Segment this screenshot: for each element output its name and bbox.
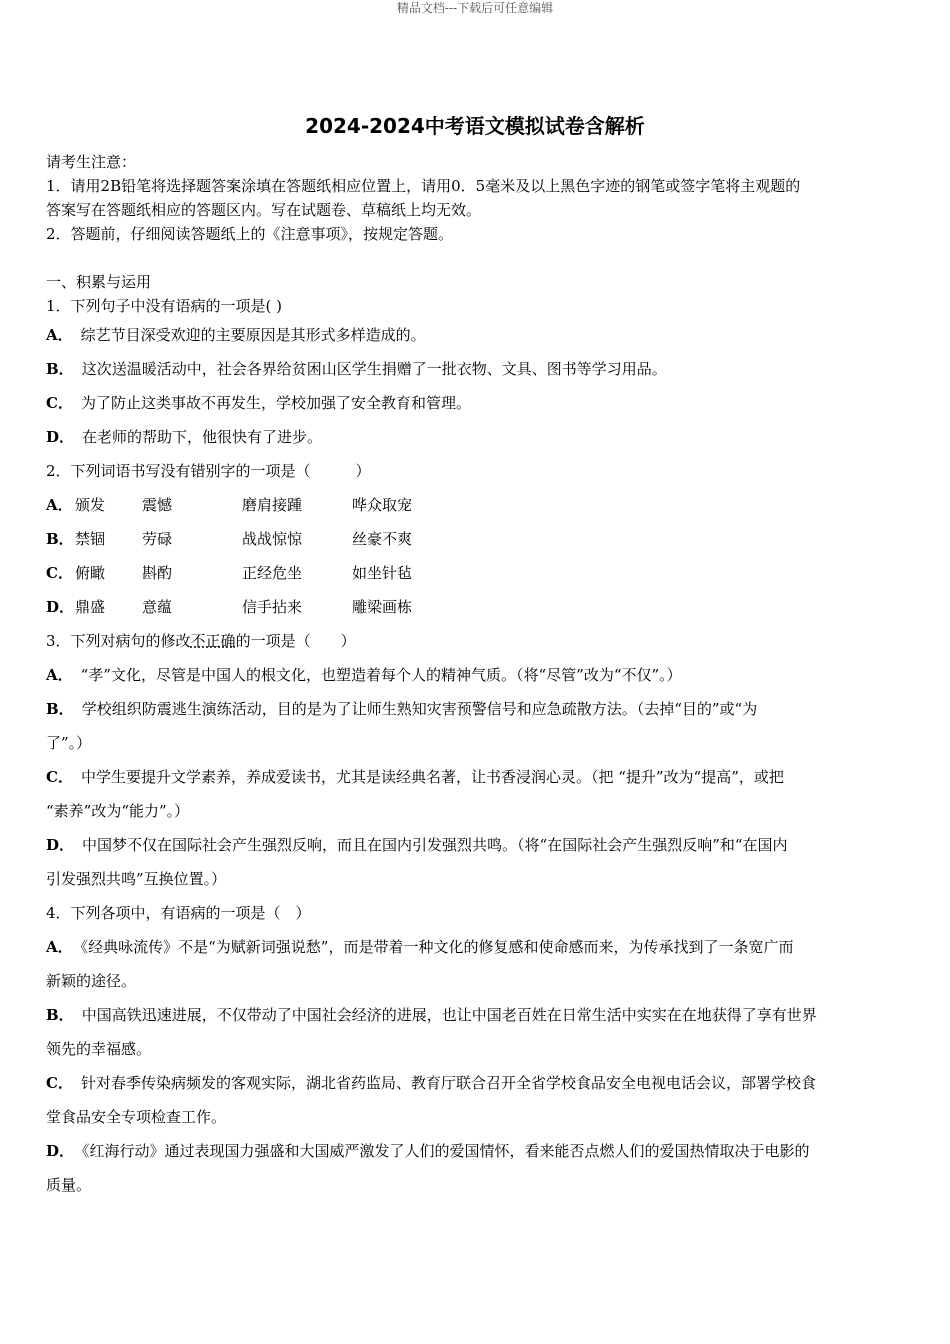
q4-option-a-cont: 新颖的途径。: [46, 972, 137, 990]
q2-option-a: A． 颁发 震憾 磨肩接踵 哗众取宠: [46, 496, 413, 514]
q3-option-b-cont: 了”。）: [46, 734, 92, 752]
question-1-stem: 1．下列句子中没有语病的一项是( ): [46, 297, 283, 315]
question-2: [46, 454, 904, 624]
q1-option-a: A． 综艺节目深受欢迎的主要原因是其形式多样造成的。: [46, 326, 426, 344]
q1-option-b: B． 这次送温暖活动中，社会各界给贫困山区学生捐赠了一批衣物、文具、图书等学习用品。: [46, 360, 667, 378]
q3-option-c: C． 中学生要提升文学素养，养成爱读书，尤其是读经典名著，让书香浸润心灵。（把 “提升”改为“提高”，或把: [46, 768, 784, 786]
q3-option-d-cont: 引发强烈共鸣”互换位置。）: [46, 870, 227, 888]
q4-option-d-cont: 质量。: [46, 1176, 92, 1194]
question-4-stem: 4．下列各项中，有语病的一项是（ ）: [46, 904, 311, 922]
question-3: [46, 624, 904, 896]
document-body: [46, 150, 904, 1202]
q4-option-a: A． 《经典咏流传》不是“为赋新词强说愁”，而是带着一种文化的修复感和使命感而来，为传承找到了一条宽广而: [46, 938, 794, 956]
q2-option-d: D． 鼎盛 意蕴 信手拈来 雕梁画栋: [46, 598, 413, 616]
q3-option-c-cont: “素养”改为“能力”。）: [46, 802, 190, 820]
notice-item-2: 2．答题前，仔细阅读答题纸上的《注意事项》，按规定答题。: [46, 225, 454, 243]
q4-option-c-cont: 堂食品安全专项检查工作。: [46, 1108, 227, 1126]
q4-option-b: B． 中国高铁迅速进展，不仅带动了中国社会经济的进展，也让中国老百姓在日常生活中实实在在地获得了享有世界: [46, 1006, 817, 1024]
notice-item-1-cont: 答案写在答题纸相应的答题区内。写在试题卷、草稿纸上均无效。: [46, 201, 482, 219]
question-1: [46, 294, 904, 454]
section-heading: 一、积累与运用: [46, 273, 152, 291]
q3-option-b: B． 学校组织防震逃生演练活动，目的是为了让师生熟知灾害预警信号和应急疏散方法。（去掉“目的”或“为: [46, 700, 758, 718]
page-header: 精品文档---下载后可任意编辑: [396, 1, 554, 15]
notice-heading: 请考生注意：: [46, 153, 137, 171]
notice-block: [46, 150, 904, 246]
q1-option-d: D． 在老师的帮助下，他很快有了进步。: [46, 428, 323, 446]
q4-option-b-cont: 领先的幸福感。: [46, 1040, 152, 1058]
question-3-stem: 3．下列对病句的修改不正确的一项是（ ）: [46, 632, 356, 650]
q1-option-c: C． 为了防止这类事故不再发生，学校加强了安全教育和管理。: [46, 394, 471, 412]
question-4: [46, 896, 904, 1202]
q2-option-c: C． 俯瞰 斟酌 正经危坐 如坐针毡: [46, 564, 413, 582]
q2-option-b: B． 禁锢 劳碌 战战惊惊 丝豪不爽: [46, 530, 413, 548]
q3-option-d: D． 中国梦不仅在国际社会产生强烈反响，而且在国内引发强烈共鸣。（将“在国际社会产生强烈反响”和“在国内: [46, 836, 788, 854]
q3-option-a: A． “孝”文化，尽管是中国人的根文化，也塑造着每个人的精神气质。（将“尽管”改为“不仅”。）: [46, 666, 682, 684]
question-2-stem: 2．下列词语书写没有错别字的一项是（ ）: [46, 462, 371, 480]
notice-item-1: 1．请用2B铅笔将选择题答案涂填在答题纸相应位置上，请用0．5毫米及以上黑色字迹的钢笔或签字笔将主观题的: [46, 177, 801, 195]
q4-option-d: D． 《红海行动》通过表现国力强盛和大国威严激发了人们的爱国情怀，看来能否点燃人们的爱国热情取决于电影的: [46, 1142, 810, 1160]
document-title: 2024-2024中考语文模拟试卷含解析: [305, 114, 645, 138]
q4-option-c: C． 针对春季传染病频发的客观实际，湖北省药监局、教育厅联合召开全省学校食品安全电视电话会议，部署学校食: [46, 1074, 816, 1092]
